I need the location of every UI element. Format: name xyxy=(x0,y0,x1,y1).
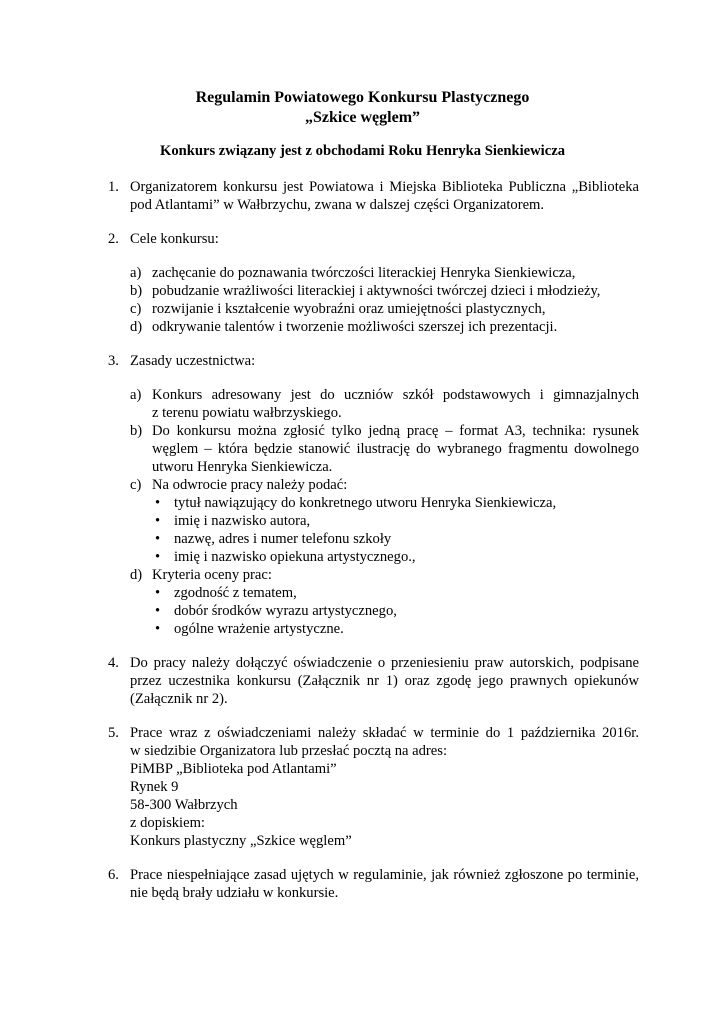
bullet-icon: • xyxy=(155,513,161,529)
bullet-icon: • xyxy=(155,549,161,565)
section-text-line: z dopiskiem: xyxy=(130,815,205,831)
list-item-letter: a) xyxy=(130,387,142,403)
list-item-letter: d) xyxy=(130,567,143,583)
list-item: z terenu powiatu wałbrzyskiego. xyxy=(152,405,342,421)
bullet-item: tytuł nawiązujący do konkretnego utworu Henryka Sienkiewicza, xyxy=(174,495,557,511)
section-number: 1. xyxy=(108,179,119,195)
section-heading: Zasady uczestnictwa: xyxy=(130,353,256,369)
list-item: utworu Henryka Sienkiewicza. xyxy=(152,459,333,475)
list-item: odkrywanie talentów i tworzenie możliwości szerszej ich prezentacji. xyxy=(152,319,558,335)
bullet-icon: • xyxy=(155,585,161,601)
address-line: 58-300 Wałbrzych xyxy=(130,797,238,813)
section-number: 2. xyxy=(108,231,119,247)
section-text-line: Organizatorem konkursu jest Powiatowa i Miejska Biblioteka Publiczna „Biblioteka xyxy=(130,179,639,195)
section-number: 5. xyxy=(108,725,119,741)
list-item-letter: d) xyxy=(130,319,143,335)
list-item: rozwijanie i kształcenie wyobraźni oraz umiejętności plastycznych, xyxy=(152,301,546,317)
section-heading: Cele konkursu: xyxy=(130,231,219,247)
list-item: Do konkursu można zgłosić tylko jedną pracę – format A3, technika: rysunek xyxy=(152,423,639,439)
document-subtitle: Konkurs związany jest z obchodami Roku Henryka Sienkiewicza xyxy=(160,143,565,159)
address-line: PiMBP „Biblioteka pod Atlantami” xyxy=(130,761,337,777)
section-text-line: przez uczestnika konkursu (Załącznik nr 1) oraz zgodę jego prawnych opiekunów xyxy=(130,673,639,689)
bullet-item: imię i nazwisko opiekuna artystycznego., xyxy=(174,549,416,565)
bullet-icon: • xyxy=(155,603,161,619)
list-item: zachęcanie do poznawania twórczości literackiej Henryka Sienkiewicza, xyxy=(152,265,576,281)
bullet-icon: • xyxy=(155,531,161,547)
bullet-item: dobór środków wyrazu artystycznego, xyxy=(174,603,397,619)
bullet-item: imię i nazwisko autora, xyxy=(174,513,311,529)
list-item-letter: c) xyxy=(130,301,142,317)
document-title-line2: „Szkice węglem” xyxy=(304,109,421,126)
section-text-line: Do pracy należy dołączyć oświadczenie o przeniesieniu praw autorskich, podpisane xyxy=(130,655,639,671)
section-number: 3. xyxy=(108,353,119,369)
section-number: 4. xyxy=(108,655,119,671)
list-item: Na odwrocie pracy należy podać: xyxy=(152,477,348,493)
list-item: Konkurs adresowany jest do uczniów szkół podstawowych i gimnazjalnych xyxy=(152,387,639,403)
document-title-line1: Regulamin Powiatowego Konkursu Plastycznego xyxy=(195,89,530,106)
list-item-letter: c) xyxy=(130,477,142,493)
section-text-line: (Załącznik nr 2). xyxy=(130,691,228,707)
list-item-letter: b) xyxy=(130,423,143,439)
section-text-line: nie będą brały udziału w konkursie. xyxy=(130,885,339,901)
bullet-item: nazwę, adres i numer telefonu szkoły xyxy=(174,531,392,547)
section-text-line: Prace wraz z oświadczeniami należy składać w terminie do 1 października 2016r. xyxy=(130,725,639,741)
section-text-line: pod Atlantami” w Wałbrzychu, zwana w dalszej części Organizatorem. xyxy=(130,197,545,213)
section-number: 6. xyxy=(108,867,119,883)
bullet-icon: • xyxy=(155,621,161,637)
list-item: pobudzanie wrażliwości literackiej i aktywności twórczej dzieci i młodzieży, xyxy=(152,283,601,299)
list-item-letter: b) xyxy=(130,283,143,299)
bullet-icon: • xyxy=(155,495,161,511)
address-line: Rynek 9 xyxy=(130,779,179,795)
bullet-item: zgodność z tematem, xyxy=(174,585,297,601)
list-item: węglem – która będzie stanowić ilustrację do wybranego fragmentu dowolnego xyxy=(152,441,639,457)
list-item-letter: a) xyxy=(130,265,142,281)
section-text-line: Prace niespełniające zasad ujętych w regulaminie, jak również zgłoszone po terminie, xyxy=(130,867,639,883)
list-item: Kryteria oceny prac: xyxy=(152,567,272,583)
section-text-line: Konkurs plastyczny „Szkice węglem” xyxy=(130,833,352,849)
bullet-item: ogólne wrażenie artystyczne. xyxy=(174,621,344,637)
section-text-line: w siedzibie Organizatora lub przesłać pocztą na adres: xyxy=(130,743,448,759)
